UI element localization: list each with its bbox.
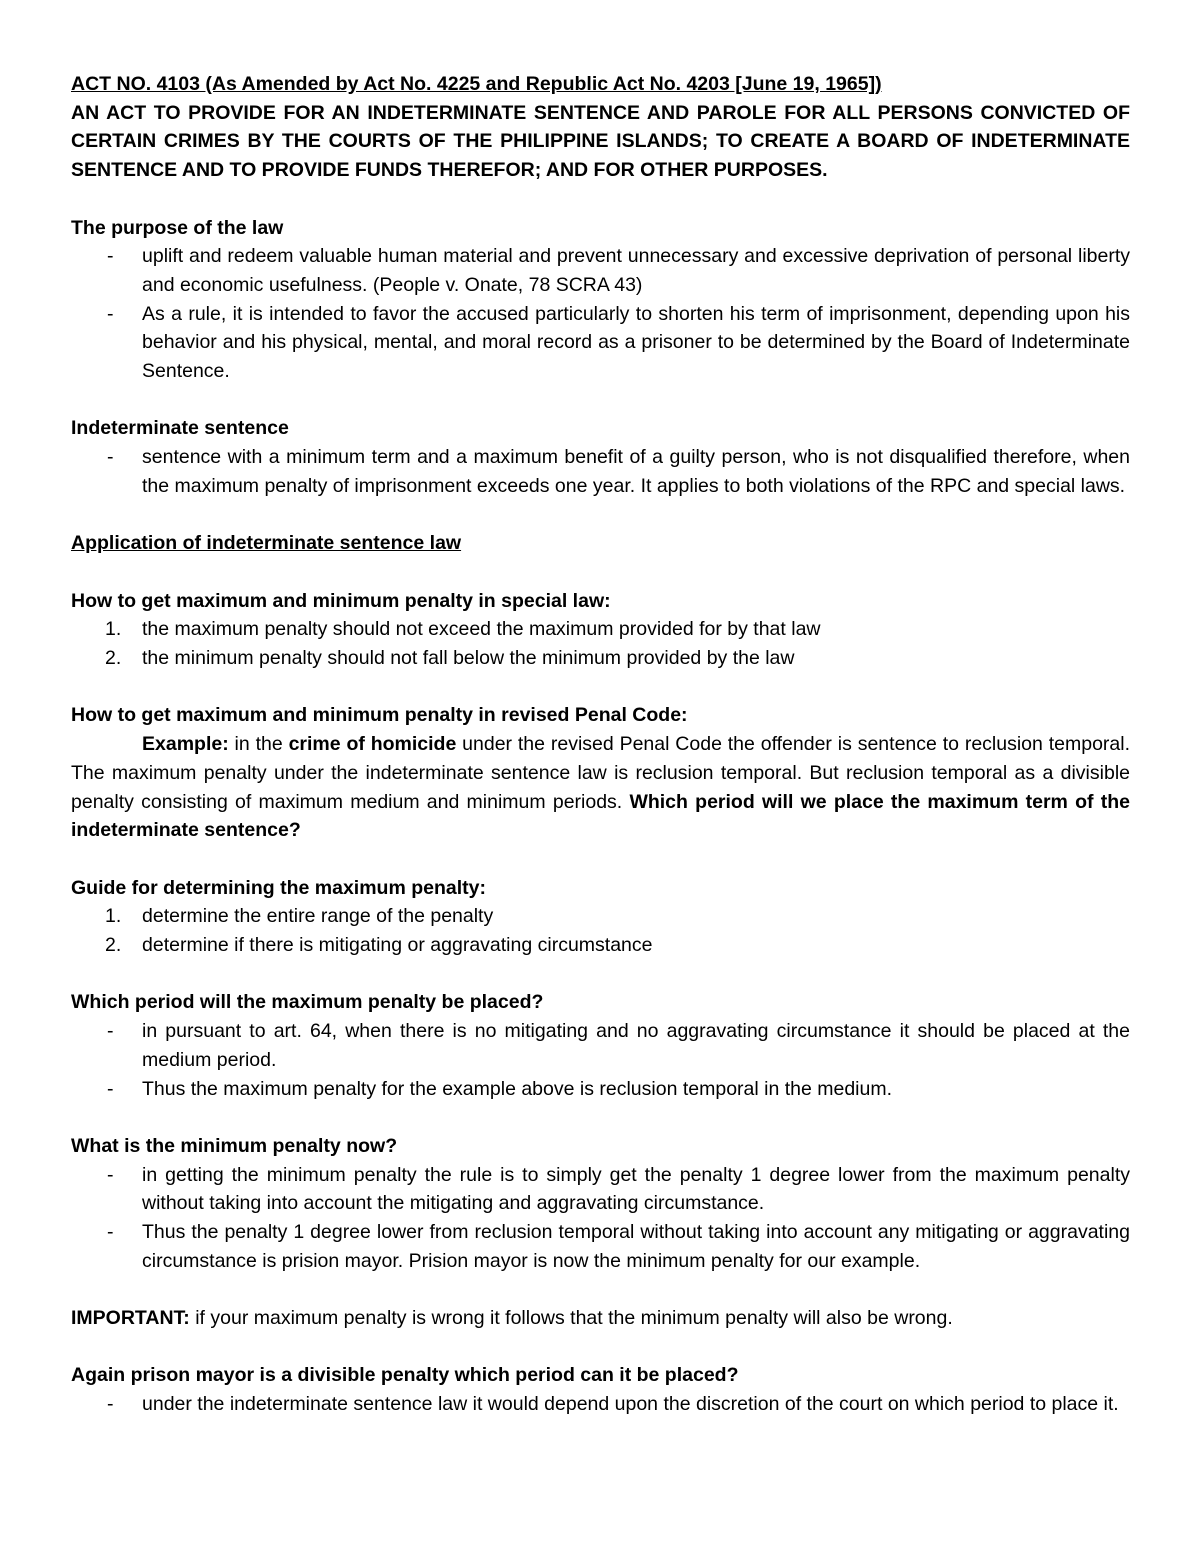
application-heading: Application of indeterminate sentence law [71, 532, 462, 555]
bullet-dash: - [107, 1163, 114, 1186]
list-item [71, 300, 1130, 386]
rpc-heading: How to get maximum and minimum penalty in revised Penal Code: [71, 704, 688, 727]
spacer [71, 558, 1130, 587]
spacer [71, 386, 1130, 415]
spacer [71, 501, 1130, 530]
list-number: 2. [105, 647, 122, 669]
list-number: 1. [105, 618, 122, 641]
list-item [71, 902, 1130, 931]
bullet-dash: - [107, 245, 114, 268]
list-item [71, 644, 1130, 673]
bullet-dash: - [107, 302, 114, 325]
list-item-text: in getting the minimum penalty the rule is to simply get the penalty 1 degree lower from the maximum penalty without taking into account the mitigating and aggravating circumstance. [142, 1163, 1130, 1215]
list-item-text: under the indeterminate sentence law it would depend upon the discretion of the court on which period to place it. [142, 1393, 1119, 1416]
spacer [71, 673, 1130, 702]
list-item-text: Thus the maximum penalty for the example above is reclusion temporal in the medium. [142, 1077, 893, 1100]
list-item [71, 615, 1130, 644]
list-item-text: determine if there is mitigating or aggravating circumstance [142, 934, 653, 956]
list-item [71, 1075, 1130, 1104]
again-heading: Again prison mayor is a divisible penalty which period can it be placed? [71, 1364, 739, 1387]
bullet-dash: - [107, 1393, 114, 1416]
list-item [71, 242, 1130, 299]
important-text: if your maximum penalty is wrong it follows that the minimum penalty will also be wrong. [189, 1307, 953, 1330]
which-period-heading: Which period will the maximum penalty be placed? [71, 991, 544, 1014]
example-text: in the [228, 733, 289, 756]
example-question: Which period will we place the maximum term of the indeterminate sentence? [71, 790, 1130, 842]
important-note [71, 1304, 1130, 1333]
list-item-text: the minimum penalty should not fall below the minimum provided by the law [142, 647, 795, 669]
bullet-dash: - [107, 446, 114, 469]
list-item-text: determine the entire range of the penalty [142, 905, 494, 928]
bullet-dash: - [107, 1020, 114, 1043]
list-item [71, 931, 1130, 960]
list-number: 1. [105, 905, 122, 928]
spacer [71, 1333, 1130, 1362]
crime-name: crime of homicide [288, 733, 457, 756]
list-item-text: Thus the penalty 1 degree lower from reclusion temporal without taking into account any mitigating or aggravating circumstance is prision mayor. Prision mayor is now the minimum penalty for our example. [142, 1221, 1130, 1272]
list-item-text: in pursuant to art. 64, when there is no mitigating and no aggravating circumstance it should be placed at the medium period. [142, 1020, 1130, 1071]
list-item [71, 1161, 1130, 1218]
important-label: IMPORTANT: [71, 1307, 190, 1330]
minimum-heading: What is the minimum penalty now? [71, 1134, 398, 1157]
example-text: under the revised Penal Code the offender is sentence to reclusion temporal. The maximum penalty under the indeterminate sentence law is reclusion temporal. But reclusion temporal as a divisible penalty consisting of maximum medium and minimum periods. [71, 733, 1131, 813]
list-item-text: uplift and redeem valuable human material and prevent unnecessary and excessive deprivation of personal liberty and economic usefulness. (People v. Onate, 78 SCRA 43) [142, 245, 1130, 296]
rpc-example-paragraph [71, 730, 1130, 845]
special-law-heading: How to get maximum and minimum penalty in special law: [71, 589, 611, 612]
act-subtitle: AN ACT TO PROVIDE FOR AN INDETERMINATE SENTENCE AND PAROLE FOR ALL PERSONS CONVICTED OF CERTAIN CRIMES BY THE COURTS OF THE PHILIPPINE ISLANDS; TO CREATE A BOARD OF INDETERMINATE SENTENCE AND TO PROVIDE FUNDS THEREFOR; AND FOR OTHER PURPOSES. [71, 101, 1130, 182]
spacer [71, 960, 1130, 989]
bullet-dash: - [107, 1077, 114, 1100]
list-item-text: the maximum penalty should not exceed the maximum provided for by that law [142, 618, 821, 641]
list-item [71, 443, 1130, 500]
spacer [71, 1275, 1130, 1304]
list-number: 2. [105, 934, 122, 956]
purpose-heading: The purpose of the law [71, 216, 284, 239]
act-title: ACT NO. 4103 (As Amended by Act No. 4225 and Republic Act No. 4203 [June 19, 1965]) [71, 73, 882, 95]
example-label: Example: [142, 733, 229, 756]
bullet-dash: - [107, 1221, 114, 1243]
spacer [71, 1103, 1130, 1132]
spacer [71, 185, 1130, 214]
indeterminate-heading: Indeterminate sentence [71, 417, 289, 440]
list-item [71, 1390, 1130, 1419]
list-item-text: As a rule, it is intended to favor the accused particularly to shorten his term of imprisonment, depending upon his behavior and his physical, mental, and moral record as a prisoner to be determined by the Board of Indeterminate Sentence. [142, 302, 1130, 383]
spacer [71, 845, 1130, 874]
guide-heading: Guide for determining the maximum penalty: [71, 876, 486, 899]
list-item [71, 1218, 1130, 1275]
list-item [71, 1017, 1130, 1074]
list-item-text: sentence with a minimum term and a maximum benefit of a guilty person, who is not disqualified therefore, when the maximum penalty of imprisonment exceeds one year. It applies to both violations of the RPC and special laws. [142, 446, 1130, 497]
